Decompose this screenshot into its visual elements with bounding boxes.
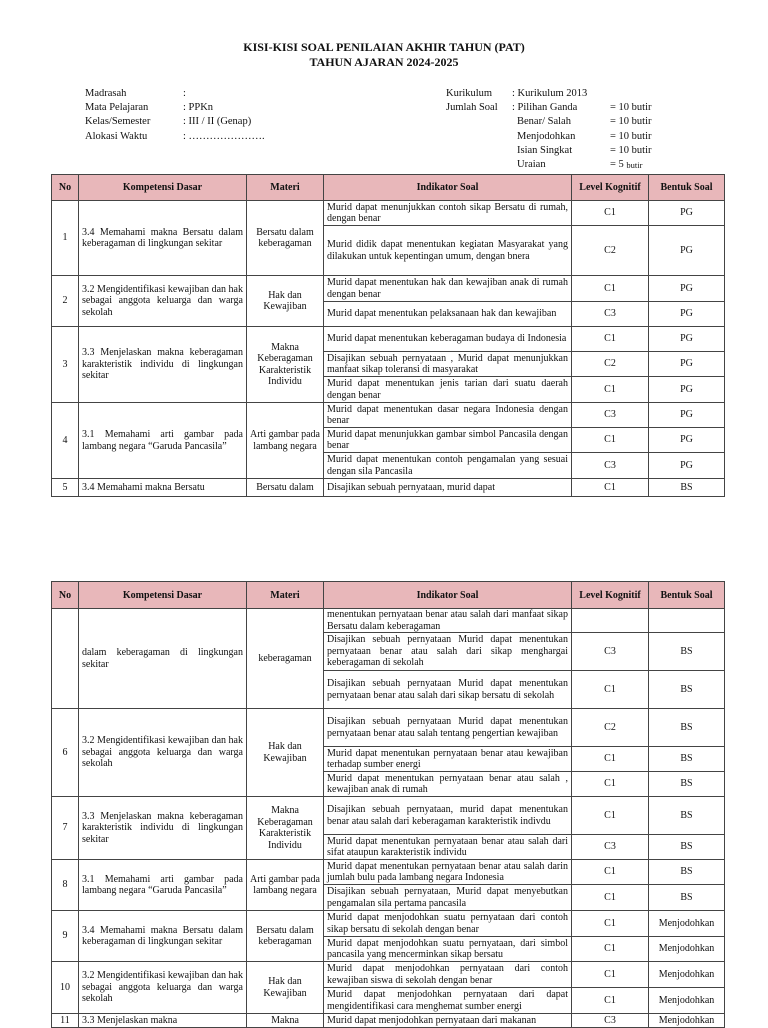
cell-materi: Bersatu dalam keberagaman [247,911,324,962]
table-header-row [52,582,725,609]
cell-indikator: Murid dapat menjodohkan pernyataan dari contoh kewajiban siswa di sekolah dengan benar [324,962,572,988]
header-row-benar-salah [446,115,652,129]
soal-count: = 10 butir [610,130,652,142]
cell-kompetensi-dasar: 3.1 Memahami arti gambar pada lambang negara “Garuda Pancasila” [79,860,247,911]
table-row [52,709,725,747]
table-row [52,403,725,428]
soal-unit: butir [626,160,643,171]
cell-indikator: Murid dapat menentukan keberagaman budaya di Indonesia [324,327,572,352]
cell-indikator: Murid dapat menentukan pernyataan benar atau salah , kewajiban anak di rumah [324,772,572,797]
table-row [52,201,725,226]
cell-indikator: Murid dapat menentukan hak dan kewajiban anak di rumah dengan benar [324,276,572,302]
table-row [52,276,725,302]
cell-bentuk: PG [649,377,725,403]
cell-no: 10 [52,962,79,1014]
cell-indikator: Murid dapat menunjukkan gambar simbol Pancasila dengan benar [324,428,572,453]
field-label: Alokasi Waktu [85,130,148,142]
table-row [52,1014,725,1028]
cell-kompetensi-dasar: 3.2 Mengidentifikasi kewajiban dan hak sebagai anggota keluarga dan warga sekolah [79,276,247,327]
cell-bentuk: PG [649,352,725,377]
cell-indikator: Murid dapat menentukan pernyataan benar atau salah darin jumlah bulu pada lambang negara Indonesia [324,860,572,885]
cell-materi: Makna Keberagaman Karakteristik Individu [247,797,324,860]
header-row-kurikulum [446,87,652,101]
cell-kompetensi-dasar: 3.3 Menjelaskan makna keberagaman karakteristik individu di lingkungan sekitar [79,797,247,860]
table-row [52,327,725,352]
cell-materi: Makna Keberagaman Karakteristik Individu [247,327,324,403]
cell-level: C2 [572,226,649,276]
cell-no: 3 [52,327,79,403]
field-value: : PPKn [183,102,214,114]
header-row-mapel [85,101,265,115]
table-row [52,479,725,497]
cell-level: C1 [572,276,649,302]
col-header-materi: Materi [247,175,324,201]
cell-materi: Hak dan Kewajiban [247,962,324,1014]
cell-level: C1 [572,885,649,911]
header-info-left [85,87,265,144]
cell-level: C1 [572,377,649,403]
cell-bentuk: BS [649,671,725,709]
header-row-menjodohkan [446,130,652,144]
cell-no: 5 [52,479,79,497]
cell-indikator: Murid dapat menjodohkan suatu pernyataan dari contoh sikap bersatu di sekolah dengan benar [324,911,572,937]
header-row-isian-singkat [446,144,652,158]
cell-materi: Arti gambar pada lambang negara [247,860,324,911]
cell-no: 11 [52,1014,79,1028]
soal-type: Benar/ Salah [517,116,571,128]
cell-indikator: Murid dapat menentukan jenis tarian dari suatu daerah dengan benar [324,377,572,403]
cell-no: 2 [52,276,79,327]
field-label: Jumlah Soal [446,102,498,114]
cell-indikator: Murid dapat menjodohkan suatu pernyataan, dari simbol pancasila yang mencerminkan sikap bersatu [324,937,572,962]
cell-indikator: Disajikan sebuah pernyataan Murid dapat menentukan pernyataan benar atau salah dari sikap menghargai keberagaman di sekolah [324,633,572,671]
cell-indikator: Murid dapat menentukan pernyataan benar atau salah dari sifat ataupun karakteristik individu [324,835,572,860]
cell-indikator: menentukan pernyataan benar atau salah dari manfaat sikap Bersatu dalam keberagaman [324,609,572,633]
cell-kompetensi-dasar: 3.3 Menjelaskan makna [79,1014,247,1028]
col-header-no: No [52,582,79,609]
cell-materi: Bersatu dalam [247,479,324,497]
cell-materi: Bersatu dalam keberagaman [247,201,324,276]
cell-level: C2 [572,352,649,377]
table-header-row [52,175,725,201]
cell-bentuk: BS [649,479,725,497]
cell-indikator: Disajikan sebuah pernyataan , Murid dapat menunjukkan manfaat sikap toleransi di masyarakat [324,352,572,377]
cell-bentuk: BS [649,797,725,835]
cell-indikator: Murid dapat menentukan pernyataan benar atau kewajiban terhadap sumber energi [324,747,572,772]
cell-level: C1 [572,962,649,988]
cell-materi: Arti gambar pada lambang negara [247,403,324,479]
cell-level: C1 [572,747,649,772]
cell-bentuk: PG [649,453,725,479]
field-label: Kelas/Semester [85,116,151,128]
field-label: Mata Pelajaran [85,102,149,114]
cell-bentuk: PG [649,226,725,276]
cell-level: C1 [572,988,649,1014]
cell-level: C1 [572,201,649,226]
cell-indikator: Murid dapat menunjukkan contoh sikap Bersatu di rumah, dengan benar [324,201,572,226]
cell-level: C1 [572,772,649,797]
cell-materi: Hak dan Kewajiban [247,709,324,797]
cell-indikator: Murid dapat menentukan dasar negara Indonesia dengan benar [324,403,572,428]
cell-level: C2 [572,709,649,747]
cell-level: C1 [572,428,649,453]
cell-bentuk [649,609,725,633]
cell-kompetensi-dasar: 3.1 Memahami arti gambar pada lambang negara “Garuda Pancasila” [79,403,247,479]
soal-count: = 10 butir [610,116,652,128]
col-header-materi: Materi [247,582,324,609]
table-row [52,797,725,835]
field-value: : [183,88,186,99]
cell-level: C1 [572,327,649,352]
cell-kompetensi-dasar: 3.2 Mengidentifikasi kewajiban dan hak sebagai anggota keluarga dan warga sekolah [79,962,247,1014]
cell-indikator: Disajikan sebuah pernyataan, Murid dapat menyebutkan pengamalan sila pertama pancasila [324,885,572,911]
cell-level: C1 [572,911,649,937]
document-title: KISI-KISI SOAL PENILAIAN AKHIR TAHUN (PAT) [243,40,525,54]
cell-level: C3 [572,633,649,671]
table-row [52,609,725,633]
cell-level: C3 [572,403,649,428]
cell-indikator: Murid dapat menjodohkan pernyataan dari makanan [324,1014,572,1028]
table-row [52,860,725,885]
table-row [52,962,725,988]
soal-count: = 5 [610,159,624,171]
cell-materi: Makna [247,1014,324,1028]
field-label: Kurikulum [446,88,493,99]
cell-level: C3 [572,453,649,479]
cell-indikator: Murid dapat menjodohkan pernyataan dari dapat mengidentifikasi cara menghemat sumber energi [324,988,572,1014]
cell-kompetensi-dasar: 3.4 Memahami makna Bersatu dalam keberagaman di lingkungan sekitar [79,201,247,276]
header-row-madrasah [85,87,265,101]
cell-indikator: Disajikan sebuah pernyataan Murid dapat menentukan pernyataan benar atau salah dari sikap bersatu di sekolah [324,671,572,709]
cell-bentuk: PG [649,403,725,428]
cell-bentuk: BS [649,709,725,747]
cell-level: C3 [572,302,649,327]
cell-level: C1 [572,937,649,962]
cell-bentuk: PG [649,327,725,352]
cell-no: 7 [52,797,79,860]
kisi-kisi-table-page-1 [51,174,725,497]
field-label: Madrasah [85,88,127,99]
cell-kompetensi-dasar: dalam keberagaman di lingkungan sekitar [79,609,247,709]
cell-bentuk: PG [649,302,725,327]
cell-bentuk: BS [649,747,725,772]
cell-bentuk: PG [649,428,725,453]
document-subtitle: TAHUN AJARAN 2024-2025 [309,55,459,69]
col-header-bentuk-soal: Bentuk Soal [649,175,725,201]
cell-no: 6 [52,709,79,797]
cell-indikator: Murid dapat menentukan pelaksanaan hak dan kewajiban [324,302,572,327]
cell-kompetensi-dasar: 3.3 Menjelaskan makna keberagaman karakteristik individu di lingkungan sekitar [79,327,247,403]
cell-indikator: Disajikan sebuah pernyataan, murid dapat [324,479,572,497]
cell-level: C1 [572,860,649,885]
cell-bentuk: BS [649,633,725,671]
cell-bentuk: PG [649,276,725,302]
cell-level: C1 [572,797,649,835]
cell-level [572,609,649,633]
col-header-indikator-soal: Indikator Soal [324,582,572,609]
cell-materi: keberagaman [247,609,324,709]
header-row-kelas [85,115,265,129]
cell-kompetensi-dasar: 3.4 Memahami makna Bersatu [79,479,247,497]
soal-type: : Pilihan Ganda [512,102,578,114]
cell-level: C3 [572,835,649,860]
cell-bentuk: BS [649,885,725,911]
cell-indikator: Disajikan sebuah pernyataan, murid dapat menentukan benar atau salah dari keberagaman karakteristik indivdu [324,797,572,835]
col-header-level-kognitif: Level Kognitif [572,582,649,609]
kisi-kisi-table-page-2 [51,581,725,1028]
cell-bentuk: BS [649,772,725,797]
cell-no: 4 [52,403,79,479]
cell-bentuk: BS [649,860,725,885]
cell-materi: Hak dan Kewajiban [247,276,324,327]
cell-kompetensi-dasar: 3.4 Memahami makna Bersatu dalam keberagaman di lingkungan sekitar [79,911,247,962]
col-header-indikator-soal: Indikator Soal [324,175,572,201]
cell-bentuk: Menjodohkan [649,1014,725,1028]
col-header-no: No [52,175,79,201]
soal-type: Isian Singkat [517,144,573,156]
cell-bentuk: Menjodohkan [649,937,725,962]
col-header-kompetensi-dasar: Kompetensi Dasar [79,175,247,201]
cell-no: 9 [52,911,79,962]
table-row [52,911,725,937]
header-row-uraian [446,158,652,172]
cell-level: C1 [572,479,649,497]
cell-no: 1 [52,201,79,276]
header-row-jumlah-soal [446,101,652,115]
col-header-level-kognitif: Level Kognitif [572,175,649,201]
header-info-right [446,87,652,172]
col-header-kompetensi-dasar: Kompetensi Dasar [79,582,247,609]
header-row-alokasi [85,130,265,144]
cell-bentuk: Menjodohkan [649,962,725,988]
cell-no: 8 [52,860,79,911]
cell-indikator: Murid dapat menentukan contoh pengamalan yang sesuai dengan sila Pancasila [324,453,572,479]
cell-bentuk: Menjodohkan [649,988,725,1014]
cell-indikator: Murid didik dapat menentukan kegiatan Masyarakat yang dilakukan untuk kepentingan umum, dengan bnera [324,226,572,276]
soal-type: Menjodohkan [517,130,576,142]
field-value: : III / II (Genap) [183,116,252,128]
cell-no [52,609,79,709]
soal-count: = 10 butir [610,102,652,114]
cell-bentuk: BS [649,835,725,860]
soal-type: Uraian [517,159,546,171]
cell-level: C1 [572,671,649,709]
soal-count: = 10 butir [610,144,652,156]
cell-bentuk: PG [649,201,725,226]
field-value: : Kurikulum 2013 [512,88,588,99]
cell-kompetensi-dasar: 3.2 Mengidentifikasi kewajiban dan hak sebagai anggota keluarga dan warga sekolah [79,709,247,797]
cell-bentuk: Menjodohkan [649,911,725,937]
field-value: : …………………. [183,130,265,142]
col-header-bentuk-soal: Bentuk Soal [649,582,725,609]
cell-level: C3 [572,1014,649,1028]
cell-indikator: Disajikan sebuah pernyataan Murid dapat menentukan pernyataan benar atau salah tentang pengertian kewajiban [324,709,572,747]
